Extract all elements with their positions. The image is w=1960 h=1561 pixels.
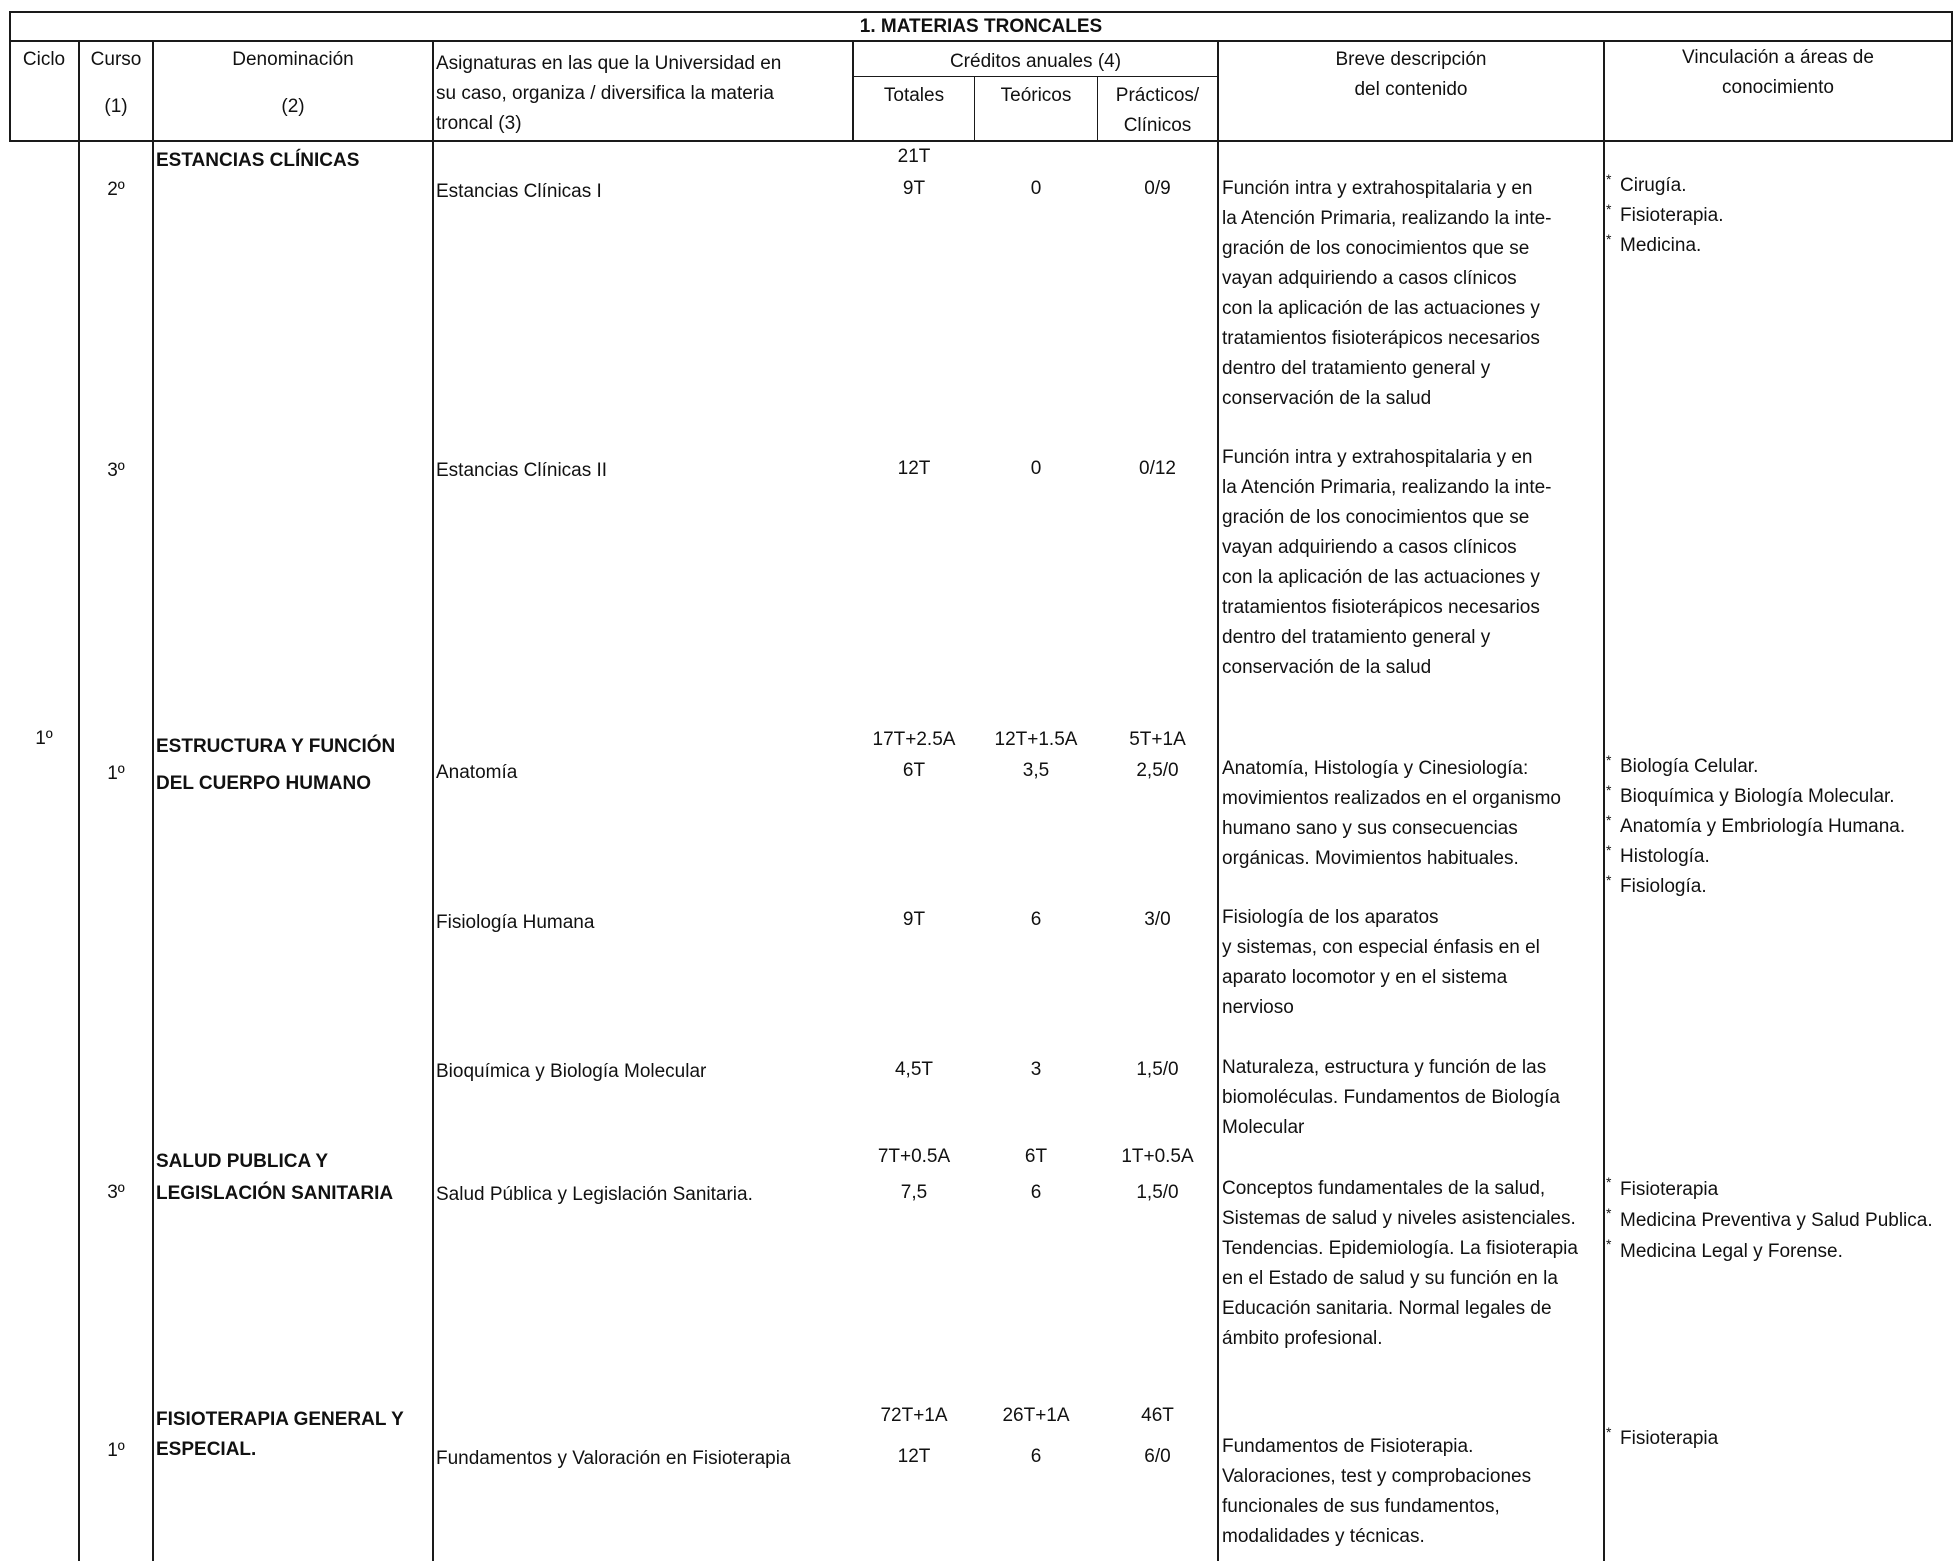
materia-teoricos: 26T+1A: [1002, 1405, 1070, 1426]
desc-line: dentro del tratamiento general y: [1222, 358, 1491, 379]
asignatura-name: Bioquímica y Biología Molecular: [436, 1061, 707, 1082]
desc-line: vayan adquiriendo a casos clínicos: [1222, 268, 1517, 289]
asignatura-teoricos: 3: [1030, 1059, 1042, 1080]
asignatura-practicos: 2,5/0: [1136, 760, 1179, 781]
desc-line: Valoraciones, test y comprobaciones: [1222, 1466, 1532, 1487]
asignatura-name: Estancias Clínicas II: [436, 460, 608, 481]
area-item: * Bioquímica y Biología Molecular.: [1606, 782, 1905, 812]
curso-value: 2º: [107, 179, 125, 200]
asignatura-teoricos: 6: [1030, 1446, 1042, 1467]
materia-name-line: LEGISLACIÓN SANITARIA: [156, 1183, 394, 1204]
header-creditos: Créditos anuales (4): [949, 51, 1122, 72]
area-item: * Biología Celular.: [1606, 752, 1905, 782]
materia-name: [156, 1405, 404, 1465]
asignatura-desc: [1222, 903, 1540, 1023]
desc-line: Tendencias. Epidemiología. La fisioterapia: [1222, 1238, 1578, 1259]
asignatura-name: Estancias Clínicas I: [436, 181, 602, 202]
header-asignaturas-line: su caso, organiza / diversifica la materia: [436, 83, 774, 104]
materia-areas: [1606, 171, 1724, 261]
materia-practicos: 5T+1A: [1129, 729, 1186, 750]
desc-line: nervioso: [1222, 997, 1294, 1018]
header-ciclo: Ciclo: [22, 49, 66, 70]
materia-totales: 17T+2.5A: [872, 729, 956, 750]
asignatura-totales: 6T: [902, 760, 926, 781]
header-curso-note: (1): [104, 96, 128, 117]
asignatura-practicos: 3/0: [1144, 909, 1171, 930]
asignatura-totales: 7,5: [900, 1182, 928, 1203]
asignatura-desc: [1222, 1053, 1560, 1143]
area-item: * Fisiología.: [1606, 872, 1905, 902]
desc-line: Molecular: [1222, 1117, 1305, 1138]
ciclo-value: 1º: [35, 728, 53, 749]
materia-name: ESTANCIAS CLÍNICAS: [156, 150, 360, 171]
desc-line: Educación sanitaria. Normal legales de: [1222, 1298, 1552, 1319]
desc-line: conservación de la salud: [1222, 657, 1432, 678]
curso-value: 1º: [107, 763, 125, 784]
materia-totales: 7T+0.5A: [877, 1146, 951, 1167]
curso-value: 3º: [107, 1182, 125, 1203]
materia-practicos: 46T: [1141, 1405, 1174, 1426]
desc-line: Sistemas de salud y niveles asistenciales.: [1222, 1208, 1576, 1229]
desc-line: biomoléculas. Fundamentos de Biología: [1222, 1087, 1560, 1108]
desc-line: funcionales de sus fundamentos,: [1222, 1496, 1500, 1517]
desc-line: Anatomía, Histología y Cinesiología:: [1222, 758, 1529, 779]
desc-line: gración de los conocimientos que se: [1222, 507, 1530, 528]
border-header-bottom: [9, 140, 1953, 142]
asignatura-practicos: 1,5/0: [1136, 1182, 1179, 1203]
header-vinculacion-line: Vinculación a áreas de: [1682, 47, 1874, 68]
asignatura-totales: 9T: [902, 178, 926, 199]
desc-line: Conceptos fundamentales de la salud,: [1222, 1178, 1546, 1199]
area-item: * Medicina.: [1606, 231, 1724, 261]
desc-line: con la aplicación de las actuaciones y: [1222, 567, 1540, 588]
desc-line: tratamientos fisioterápicos necesarios: [1222, 328, 1540, 349]
header-denominacion: Denominación: [232, 49, 354, 70]
header-teoricos: Teóricos: [1000, 85, 1072, 106]
asignatura-totales: 4,5T: [894, 1059, 934, 1080]
header-asignaturas: [436, 49, 781, 139]
asignatura-desc: [1222, 443, 1552, 683]
asignatura-teoricos: 6: [1030, 1182, 1042, 1203]
materia-teoricos: 6T: [1024, 1146, 1048, 1167]
asignatura-teoricos: 0: [1030, 178, 1042, 199]
asignatura-desc: [1222, 754, 1561, 874]
desc-line: orgánicas. Movimientos habituales.: [1222, 848, 1519, 869]
area-item: * Histología.: [1606, 842, 1905, 872]
area-item: * Cirugía.: [1606, 171, 1724, 201]
curso-value: 1º: [107, 1440, 125, 1461]
col-line-3: [432, 40, 434, 1561]
desc-line: Función intra y extrahospitalaria y en: [1222, 178, 1533, 199]
desc-line: vayan adquiriendo a casos clínicos: [1222, 537, 1517, 558]
header-totales: Totales: [883, 85, 945, 106]
header-descripcion-line: Breve descripción: [1335, 49, 1487, 70]
header-practicos-line: Prácticos/: [1115, 85, 1200, 106]
materia-name-line: SALUD PUBLICA Y: [156, 1151, 329, 1172]
desc-line: conservación de la salud: [1222, 388, 1432, 409]
table-title: 1. MATERIAS TRONCALES: [859, 16, 1103, 37]
header-vinculacion: [1605, 43, 1951, 103]
area-item: * Fisioterapia.: [1606, 201, 1724, 231]
header-vinculacion-line: conocimiento: [1722, 77, 1834, 98]
materia-name-line: DEL CUERPO HUMANO: [156, 773, 371, 794]
materia-name-line: ESTRUCTURA Y FUNCIÓN: [156, 736, 396, 757]
asignatura-totales: 9T: [902, 909, 926, 930]
materia-teoricos: 12T+1.5A: [994, 729, 1078, 750]
materia-areas: [1606, 752, 1905, 902]
col-line-7: [1217, 40, 1219, 1561]
header-practicos-line: Clínicos: [1123, 115, 1192, 136]
desc-line: con la aplicación de las actuaciones y: [1222, 298, 1540, 319]
materia-areas: [1606, 1174, 1933, 1267]
desc-line: modalidades y técnicas.: [1222, 1526, 1425, 1547]
asignatura-desc: [1222, 1432, 1531, 1552]
materia-areas: [1606, 1424, 1718, 1454]
desc-line: la Atención Primaria, realizando la inte-: [1222, 477, 1552, 498]
materia-name: [156, 728, 395, 802]
asignatura-totales: 12T: [897, 1446, 931, 1467]
materia-name-line: FISIOTERAPIA GENERAL Y: [156, 1409, 404, 1430]
asignatura-name: Fisiología Humana: [436, 912, 595, 933]
asignatura-name: Salud Pública y Legislación Sanitaria.: [436, 1184, 753, 1205]
col-line-1: [78, 40, 80, 1561]
desc-line: Naturaleza, estructura y función de las: [1222, 1057, 1547, 1078]
desc-line: tratamientos fisioterápicos necesarios: [1222, 597, 1540, 618]
header-asignaturas-line: Asignaturas en las que la Universidad en: [436, 53, 782, 74]
asignatura-practicos: 1,5/0: [1136, 1059, 1179, 1080]
area-item: * Medicina Preventiva y Salud Publica.: [1606, 1205, 1933, 1236]
asignatura-practicos: 0/12: [1139, 458, 1176, 479]
materia-totales: 72T+1A: [880, 1405, 948, 1426]
desc-line: ámbito profesional.: [1222, 1328, 1383, 1349]
area-item: * Fisioterapia: [1606, 1424, 1718, 1454]
materia-name-line: ESPECIAL.: [156, 1439, 257, 1460]
asignatura-practicos: 0/9: [1144, 178, 1171, 199]
desc-line: aparato locomotor y en el sistema: [1222, 967, 1508, 988]
desc-line: gración de los conocimientos que se: [1222, 238, 1530, 259]
desc-line: dentro del tratamiento general y: [1222, 627, 1491, 648]
desc-line: Fundamentos de Fisioterapia.: [1222, 1436, 1474, 1457]
desc-line: Función intra y extrahospitalaria y en: [1222, 447, 1533, 468]
asignatura-teoricos: 6: [1030, 909, 1042, 930]
desc-line: y sistemas, con especial énfasis en el: [1222, 937, 1540, 958]
area-item: * Medicina Legal y Forense.: [1606, 1236, 1933, 1267]
col-line-2: [152, 40, 154, 1561]
header-curso: Curso: [90, 49, 142, 70]
materia-totales: 21T: [897, 146, 931, 167]
desc-line: movimientos realizados en el organismo: [1222, 788, 1561, 809]
col-line-8: [1603, 40, 1605, 1561]
asignatura-practicos: 6/0: [1144, 1446, 1171, 1467]
desc-line: la Atención Primaria, realizando la inte-: [1222, 208, 1552, 229]
asignatura-name: Anatomía: [436, 762, 518, 783]
materia-name: [156, 1146, 393, 1210]
asignatura-teoricos: 3,5: [1022, 760, 1050, 781]
asignatura-name: Fundamentos y Valoración en Fisioterapia: [436, 1448, 791, 1469]
header-descripcion-line: del contenido: [1354, 79, 1468, 100]
header-descripcion: [1219, 45, 1603, 105]
area-item: * Fisioterapia: [1606, 1174, 1933, 1205]
area-item: * Anatomía y Embriología Humana.: [1606, 812, 1905, 842]
header-asignaturas-line: troncal (3): [436, 113, 522, 134]
materia-practicos: 1T+0.5A: [1121, 1146, 1194, 1167]
asignatura-desc: [1222, 174, 1552, 414]
desc-line: en el Estado de salud y su función en la: [1222, 1268, 1558, 1289]
header-practicos: [1098, 81, 1217, 141]
header-denominacion-note: (2): [281, 96, 305, 117]
asignatura-totales: 12T: [897, 458, 931, 479]
asignatura-teoricos: 0: [1030, 458, 1042, 479]
desc-line: Fisiología de los aparatos: [1222, 907, 1439, 928]
desc-line: humano sano y sus consecuencias: [1222, 818, 1518, 839]
asignatura-desc: [1222, 1174, 1578, 1354]
curso-value: 3º: [107, 460, 125, 481]
